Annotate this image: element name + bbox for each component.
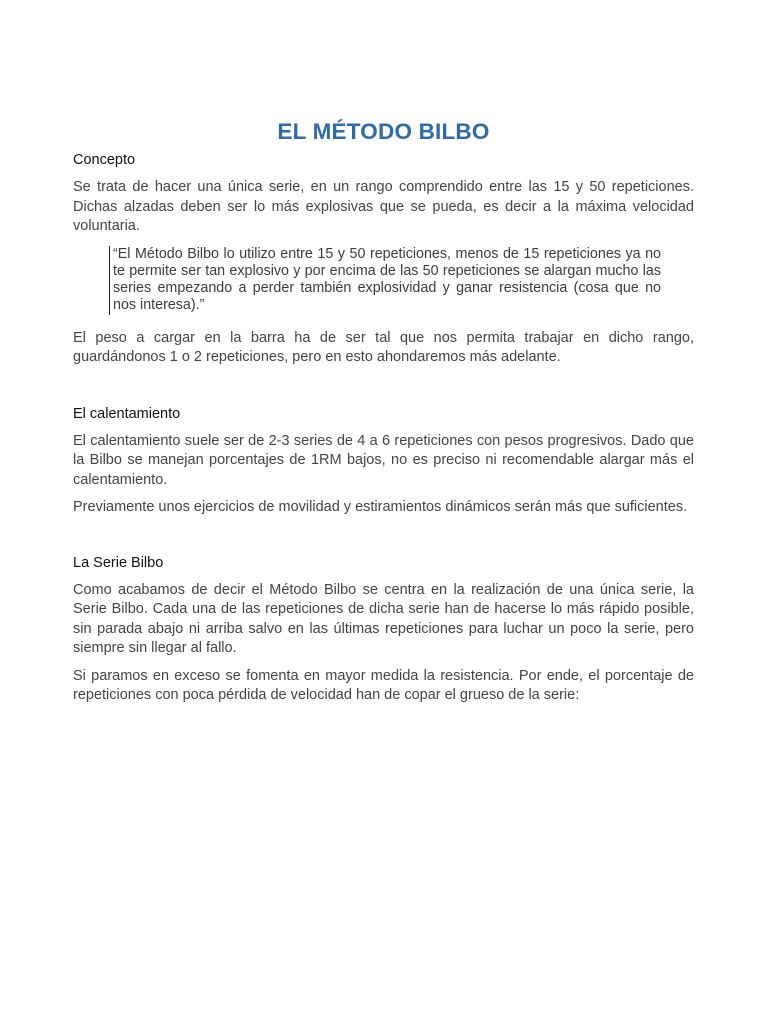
section-heading-concepto: Concepto bbox=[73, 152, 136, 168]
section-heading-serie-bilbo: La Serie Bilbo bbox=[73, 554, 164, 571]
paragraph-peso: El peso a cargar en la barra ha de ser tal que nos permita trabajar en dicho rango, guardándonos 1 o 2 repeticiones, pero en esto ahondaremos más adelante. bbox=[73, 329, 694, 366]
paragraph-concepto: Se trata de hacer una única serie, en un rango comprendido entre las 15 y 50 repeticiones. Dichas alzadas deben ser lo más explosivas que se pueda, es decir a la máxima velocidad voluntaria. bbox=[73, 179, 694, 234]
paragraph-serie-bilbo: Como acabamos de decir el Método Bilbo se centra en la realización de una única serie, la Serie Bilbo. Cada una de las repeticiones de dicha serie han de hacerse lo más rápido posible, sin parada abajo ni arriba salvo en las últimas repeticiones para luchar un poco la serie, pero siempre sin llegar al fallo. bbox=[73, 581, 694, 657]
document-title: EL MÉTODO BILBO bbox=[277, 119, 490, 144]
paragraph-movilidad: Previamente unos ejercicios de movilidad y estiramientos dinámicos serán más que suficientes. bbox=[73, 499, 688, 516]
paragraph-calentamiento: El calentamiento suele ser de 2-3 series de 4 a 6 repeticiones con pesos progresivos. Dado que la Bilbo se manejan porcentajes de 1RM bajos, no es preciso ni recomendable alargar más el calentamiento. bbox=[73, 432, 694, 488]
paragraph-resistencia: Si paramos en exceso se fomenta en mayor medida la resistencia. Por ende, el porcentaje de repeticiones con poca pérdida de velocidad han de copar el grueso de la serie: bbox=[73, 667, 694, 704]
document-page bbox=[73, 0, 694, 706]
section-heading-calentamiento: El calentamiento bbox=[73, 405, 181, 422]
quote-block: “El Método Bilbo lo utilizo entre 15 y 50 repeticiones, menos de 15 repeticiones ya no te permite ser tan explosivo y por encima de las 50 repeticiones se alargan mucho las series empezando a perder también explosividad y ganar resistencia (cosa que no nos interesa).” bbox=[109, 246, 661, 315]
